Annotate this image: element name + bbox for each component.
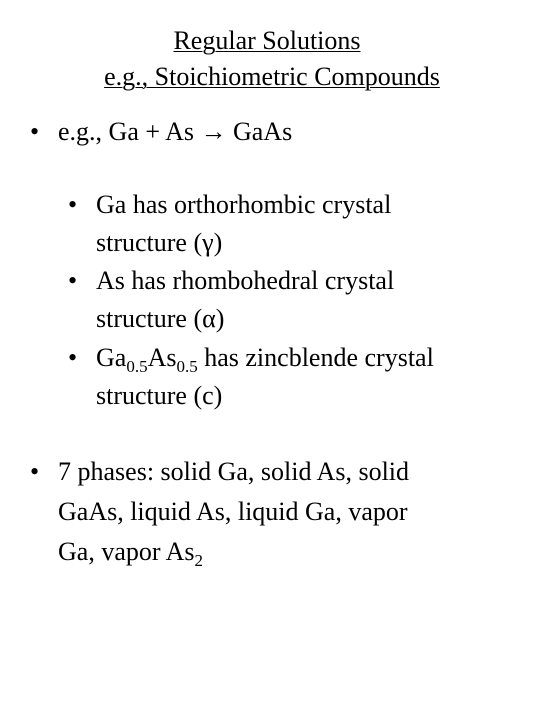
gaas-structure-line1 <box>96 343 434 376</box>
bullet-marker: • <box>68 190 78 219</box>
formula-subscript: 0.5 <box>176 357 198 376</box>
as-structure-line2: structure (α) <box>96 304 225 333</box>
example-reaction: e.g., Ga + As → GaAs <box>58 117 293 146</box>
formula-subscript: 0.5 <box>126 357 148 376</box>
slide-subtitle: e.g., Stoichiometric Compounds <box>104 62 440 91</box>
bullet-marker: • <box>30 117 40 146</box>
phases-line3-text: Ga, vapor As <box>58 537 195 566</box>
ga-structure-line2: structure (γ) <box>96 228 223 257</box>
phases-line3 <box>58 537 203 570</box>
formula-as: As <box>147 343 177 372</box>
bullet-marker: • <box>30 457 40 486</box>
formula-subscript: 2 <box>194 551 203 570</box>
as-structure-line1: As has rhombohedral crystal <box>96 266 395 295</box>
phases-line1: 7 phases: solid Ga, solid As, solid <box>58 457 410 486</box>
gaas-structure-text: has zincblende crystal <box>197 343 434 372</box>
bullet-marker: • <box>68 266 78 295</box>
bullet-marker: • <box>68 343 78 372</box>
slide-title: Regular Solutions <box>173 26 361 55</box>
ga-structure-line1: Ga has orthorhombic crystal <box>96 190 392 219</box>
gaas-structure-line2: structure (c) <box>96 381 223 410</box>
phases-line2: GaAs, liquid As, liquid Ga, vapor <box>58 497 408 526</box>
formula-ga: Ga <box>96 343 127 372</box>
